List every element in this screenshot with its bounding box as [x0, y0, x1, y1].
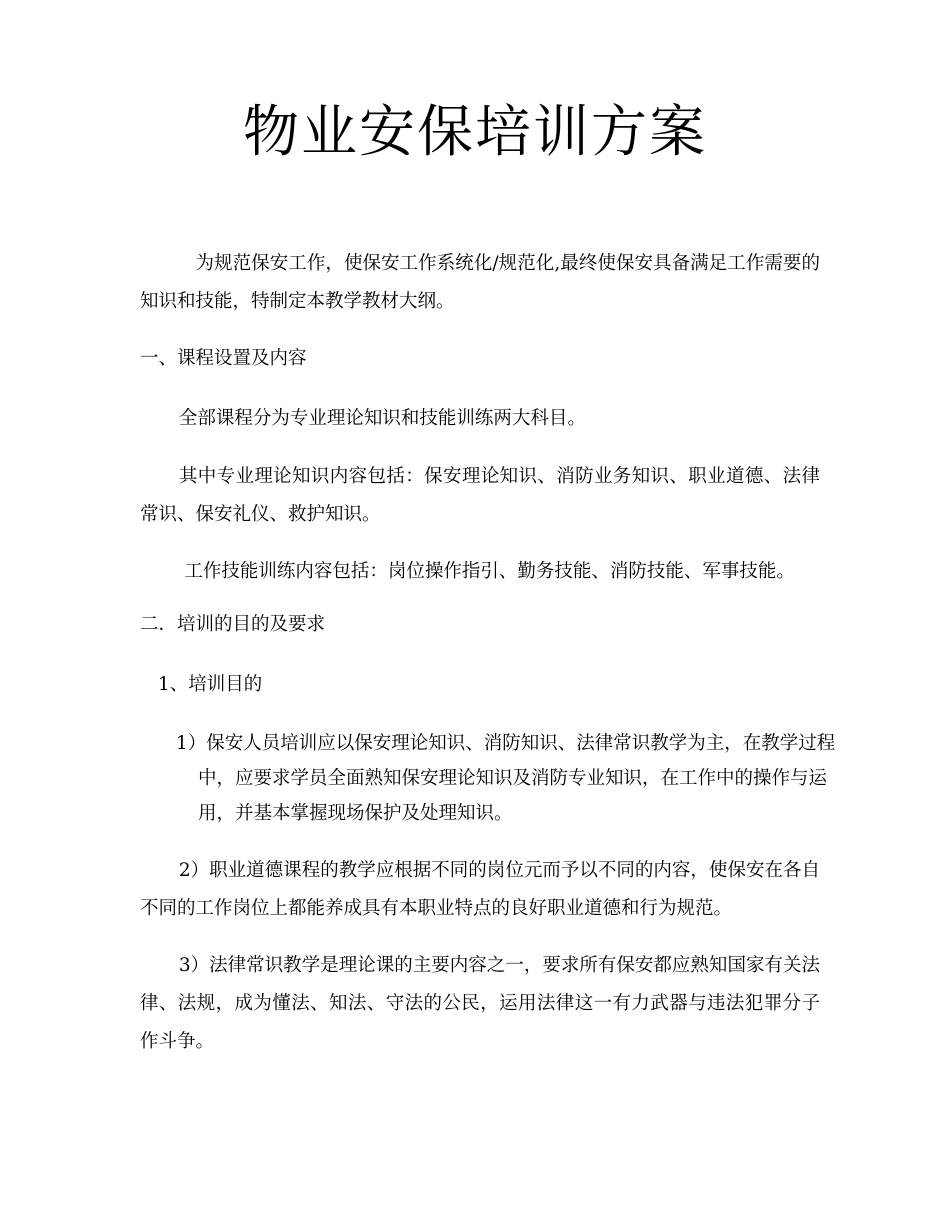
intro-paragraph: 为规范保安工作，使保安工作系统化/规范化,最终使保安具备满足工作需要的知识和技能，特制定本教学教材大纲。 — [140, 253, 820, 312]
subsection-heading-1: 1、培训目的 — [158, 674, 263, 695]
list-item-3: 3）法律常识教学是理论课的主要内容之一，要求所有保安都应熟知国家有关法律、法规，成为懂法、知法、守法的公民，运用法律这一有力武器与违法犯罪分子作斗争。 — [140, 955, 820, 1052]
section1-paragraph-3: 工作技能训练内容包括：岗位操作指引、勤务技能、消防技能、军事技能。 — [184, 561, 795, 582]
section1-paragraph-2: 其中专业理论知识内容包括：保安理论知识、消防业务知识、职业道德、法律常识、保安礼仪、救护知识。 — [140, 466, 820, 525]
list-item-2: 2）职业道德课程的教学应根据不同的岗位元而予以不同的内容，使保安在各自不同的工作岗位上都能养成具有本职业特点的良好职业道德和行为规范。 — [140, 860, 820, 919]
section-heading-2: 二．培训的目的及要求 — [140, 614, 326, 635]
document-title: 物业安保培训方案 — [243, 100, 707, 165]
section1-paragraph-1: 全部课程分为专业理论知识和技能训练两大科目。 — [178, 408, 586, 429]
list-item-1: 1）保安人员培训应以保安理论知识、消防知识、法律常识教学为主，在教学过程中，应要求学员全面熟知保安理论知识及消防专业知识，在工作中的操作与运用，并基本掌握现场保护及处理知识。 — [176, 733, 836, 824]
section-heading-1: 一、课程设置及内容 — [140, 348, 307, 369]
